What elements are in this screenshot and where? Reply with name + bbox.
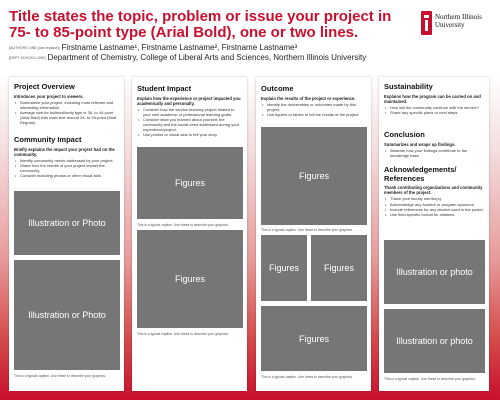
authors-names: Firstname Lastname¹, Firstname Lastname², Firstname Lastname³ [61, 43, 298, 52]
column-2 [132, 77, 247, 391]
bullet-list [14, 158, 120, 178]
list-item: • Use field-specific format for citations. [390, 212, 485, 217]
outcome-section [261, 85, 367, 117]
logo-line-1: Northern Illinois [435, 13, 482, 21]
illustration-placeholder: Illustration or Photo [14, 260, 120, 370]
section-heading-line-2: References [384, 173, 425, 183]
list-item: • Consider what you learned about yourself, the community and the social need addressed during your experience/project. [143, 117, 243, 132]
list-item: • Acknowledge any funders or program sponsors. [390, 202, 485, 207]
section-lead: Thank contributing organizations and community members of the project. [384, 185, 483, 196]
affiliation-line [9, 53, 419, 63]
list-item: • Identify the deliverables or outcomes made by this project. [267, 102, 367, 112]
bullet-list [384, 105, 485, 115]
bullet-list [384, 196, 485, 216]
section-lead: Explains how the program can be carried on and maintained. [384, 93, 481, 104]
column-1 [9, 77, 124, 391]
list-item: • Consider including photos or other visual aids. [20, 173, 120, 178]
list-item: • Share any specific plans or next steps. [390, 110, 485, 115]
section-heading: Acknowledgements/ [384, 165, 457, 174]
university-logo [421, 11, 496, 41]
figure-caption: This is a typical caption. Use these to describe your graphics. [261, 375, 353, 379]
list-item: • Include references for any citation used in the poster. [390, 207, 485, 212]
bullet-list [261, 102, 367, 117]
illustration-placeholder: Illustration or photo [384, 309, 485, 373]
figure-placeholder: Figures [261, 306, 367, 371]
university-seal-icon [421, 11, 432, 35]
section-heading: Community Impact [14, 135, 82, 144]
figure-caption: This is a typical caption. Use these to describe your graphics. [261, 228, 353, 232]
bullet-list [14, 100, 120, 125]
figure-caption: This is a typical caption. Use these to describe your graphics. [14, 374, 106, 378]
section-heading: Sustainability [384, 82, 433, 91]
column-3 [256, 77, 371, 391]
figure-caption: This is a typical caption. Use these to describe your graphics. [137, 223, 229, 227]
illustration-placeholder: Illustration or photo [384, 240, 485, 304]
section-heading: Project Overview [14, 82, 75, 91]
list-item: • Use photos or visual aids to tell your story. [143, 132, 243, 137]
list-item: • Thank your faculty mentor(s). [390, 196, 485, 201]
illustration-placeholder: Illustration or Photo [14, 191, 120, 255]
poster-header [0, 0, 500, 80]
figure-placeholder: Figures [137, 230, 243, 328]
list-item: • Illustrate how your findings contribute to the knowledge base. [390, 148, 485, 158]
section-lead: Explain how the experience or project impacted you academically and personally. [137, 95, 241, 106]
list-item: • Identify community needs addressed by your project. [20, 158, 120, 163]
affiliation-tag: [DEPT SCHOOL LINE] [9, 56, 46, 60]
logo-line-2: University [435, 20, 465, 29]
section-lead: Briefly explains the impact your project had on the community. [14, 146, 115, 157]
section-heading: Outcome [261, 84, 294, 93]
list-item: • Use figures or tables to tell the results of the project. [267, 112, 367, 117]
figure-placeholder: Figures [261, 127, 367, 225]
list-item: • Summarize your project, including most relevant and interesting information. [20, 100, 120, 110]
list-item: • Consider how the service-learning project related to your own academic or professional learning goals. [143, 107, 243, 117]
column-4 [379, 77, 489, 391]
figure-caption: This is a typical caption. Use these to describe your graphics. [384, 377, 476, 381]
bullet-list [137, 107, 243, 138]
authors-tag: [AUTHORS LINE (can replace)] [9, 46, 60, 50]
section-heading: Student Impact [137, 84, 192, 93]
community-impact-section [14, 136, 120, 178]
figure-caption: This is a typical caption. Use these to describe your graphics. [137, 332, 229, 336]
authors-line [9, 43, 419, 53]
section-lead: Explain the results of the project or experience. [261, 95, 356, 101]
list-item: • Average size for bulleted/body type is 36- to 44-point (Arial Bold) with main text around 24- to 34-point (Arial Regular). [20, 110, 120, 125]
list-item: • Share how the results of your project impact the community. [20, 163, 120, 173]
project-overview-section [14, 83, 120, 125]
conclusion-section [384, 131, 485, 158]
sustainability-section [384, 83, 485, 115]
affiliation-text: Department of Chemistry, College of Liberal Arts and Sciences, Northern Illinois University [47, 53, 367, 62]
figure-placeholder: Figures [311, 235, 367, 301]
bullet-list [384, 148, 485, 158]
section-heading: Conclusion [384, 130, 425, 139]
list-item: • How will the community continue with the service? [390, 105, 485, 110]
student-impact-section [137, 85, 243, 137]
poster-title: Title states the topic, problem or issue your project in 75- to 85-point type (Arial Bold), one or two lines. [9, 8, 392, 41]
acknowledgements-section [384, 166, 485, 217]
figure-placeholder: Figures [261, 235, 307, 301]
section-lead: Introduces your project to viewers. [14, 93, 84, 99]
section-lead: Summarizes and wraps up findings. [384, 141, 456, 147]
logo-wordmark [435, 14, 497, 29]
figure-placeholder: Figures [137, 147, 243, 219]
